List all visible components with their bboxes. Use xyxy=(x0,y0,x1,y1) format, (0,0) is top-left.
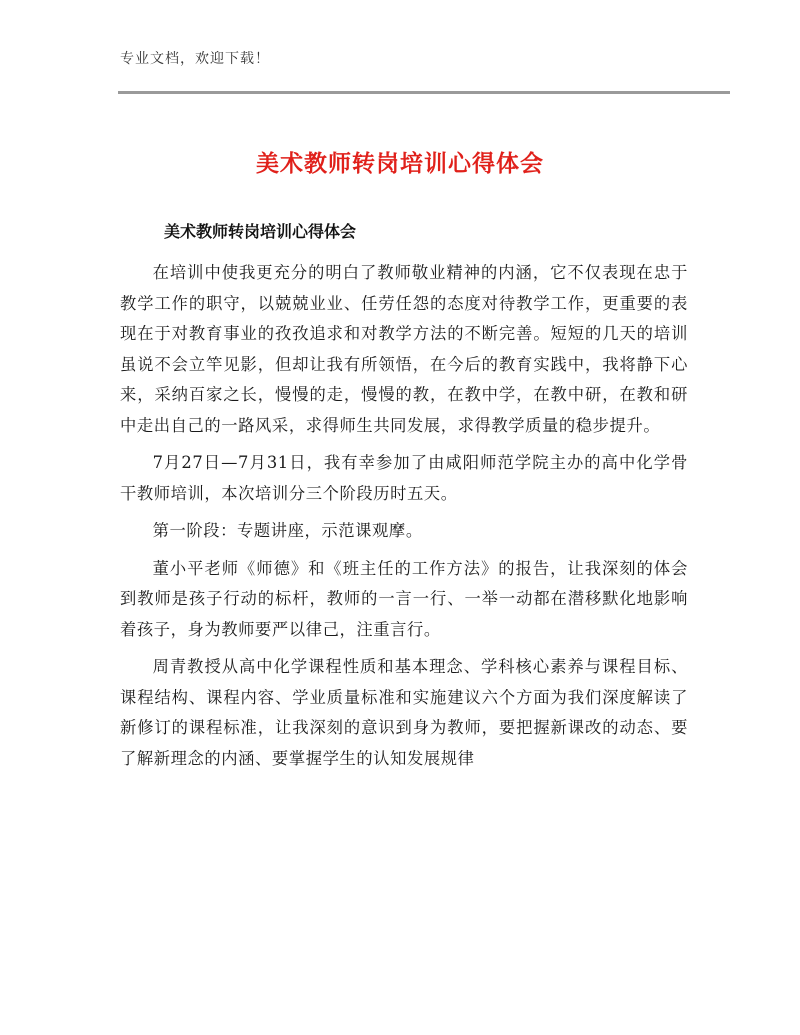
paragraph-5: 周青教授从高中化学课程性质和基本理念、学科核心素养与课程目标、课程结构、课程内容、学业质量标准和实施建议六个方面为我们深度解读了新修订的课程标准，让我深刻的意识到身为教师，要把握新课改的动态、要了解新理念的内涵、要掌握学生的认知发展规律 xyxy=(120,657,688,768)
header-note: 专业文档，欢迎下载！ xyxy=(120,51,270,67)
document-title: 美术教师转岗培训心得体会 xyxy=(256,151,544,177)
paragraph-4: 董小平老师《师德》和《班主任的工作方法》的报告，让我深刻的体会到教师是孩子行动的标杆，教师的一言一行、一举一动都在潜移默化地影响着孩子，身为教师要严以律己，注重言行。 xyxy=(120,558,688,639)
document-body xyxy=(120,258,688,781)
header-divider xyxy=(118,91,730,94)
document-subtitle: 美术教师转岗培训心得体会 xyxy=(164,222,357,241)
paragraph-3: 第一阶段：专题讲座，示范课观摩。 xyxy=(152,521,423,540)
paragraph-2: 7月27日—7月31日，我有幸参加了由咸阳师范学院主办的高中化学骨干教师培训，本次培训分三个阶段历时五天。 xyxy=(120,453,688,503)
paragraph-1: 在培训中使我更充分的明白了教师敬业精神的内涵，它不仅表现在忠于教学工作的职守，以兢兢业业、任劳任怨的态度对待教学工作，更重要的表现在于对教育事业的孜孜追求和对教学方法的不断完善。短短的几天的培训虽说不会立竿见影，但却让我有所领悟，在今后的教育实践中，我将静下心来，采纳百家之长，慢慢的走，慢慢的教，在教中学，在教中研，在教和研中走出自己的一路风采，求得师生共同发展，求得教学质量的稳步提升。 xyxy=(120,263,688,435)
